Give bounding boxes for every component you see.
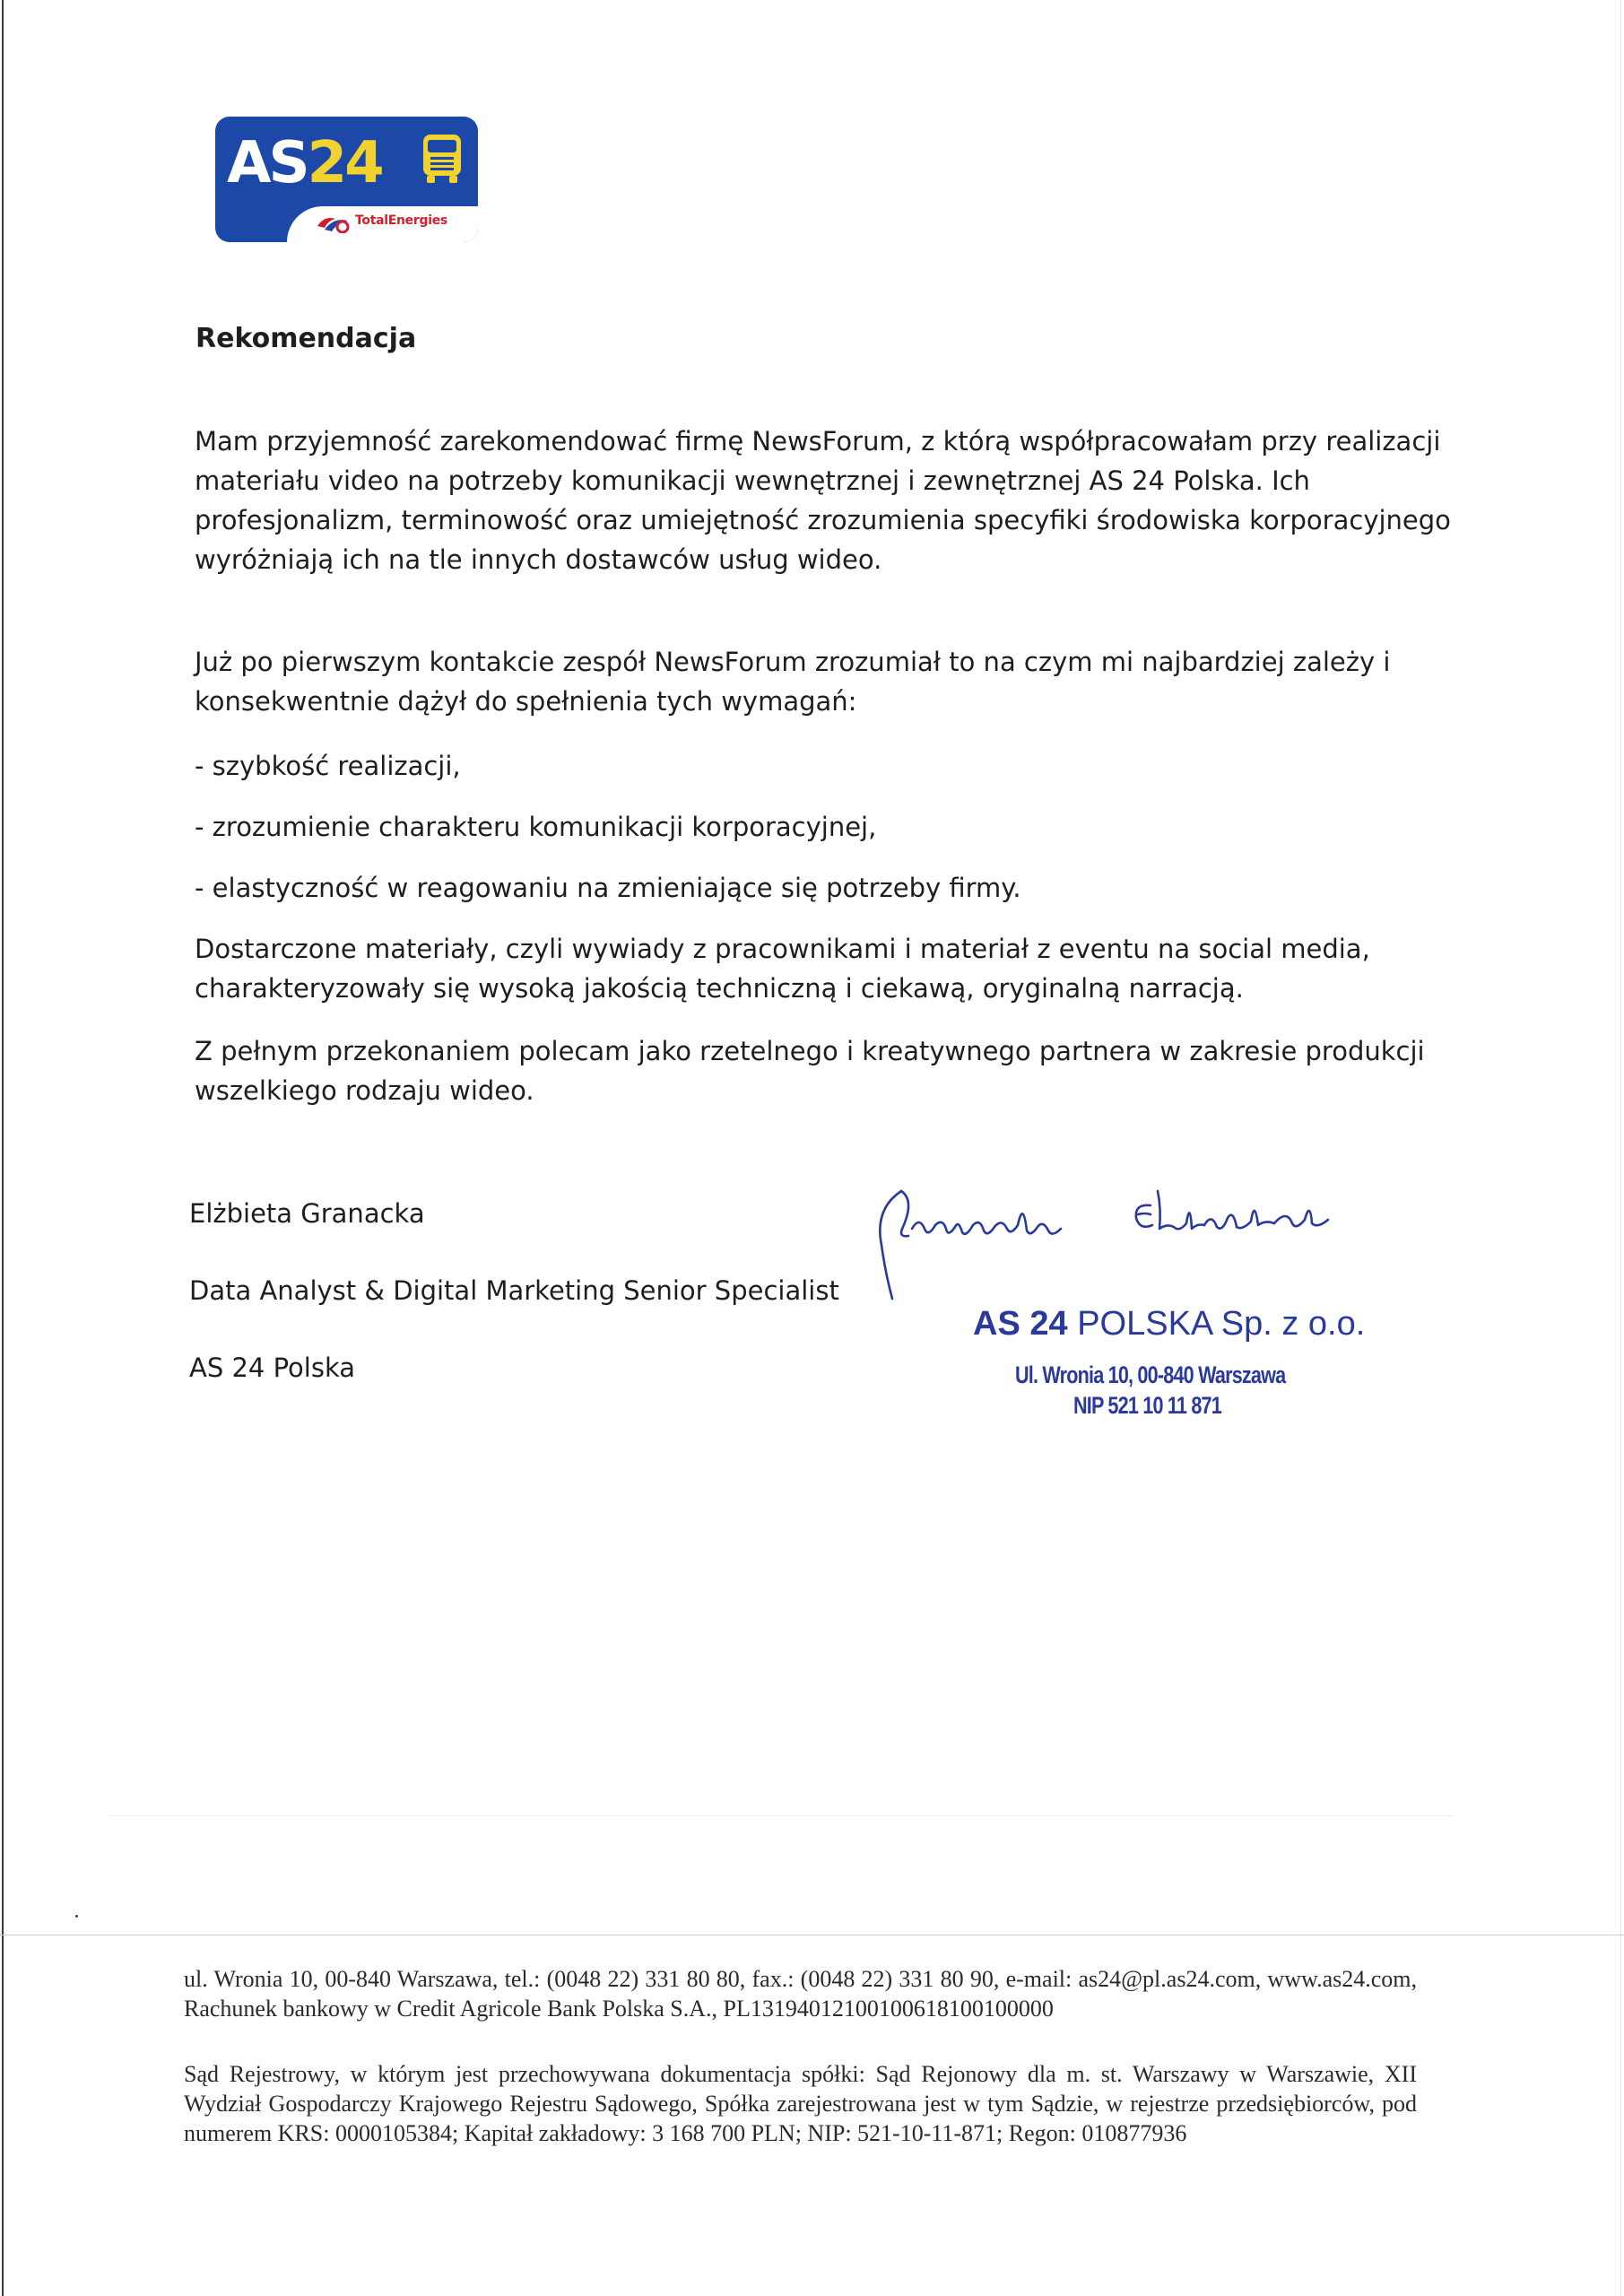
signatory-title: Data Analyst & Digital Marketing Senior Specialist: [189, 1275, 839, 1306]
text-line: wszelkiego rodzaju wideo.: [195, 1075, 534, 1106]
list-item: - elastyczność w reagowaniu na zmieniające się potrzeby firmy.: [195, 873, 1021, 903]
list-item: - zrozumienie charakteru komunikacji korporacyjnej,: [195, 812, 877, 842]
text-line: Z pełnym przekonaniem polecam jako rzetelnego i kreatywnego partnera w zakresie produkcji: [195, 1036, 1425, 1066]
page-title: Rekomendacja: [195, 323, 417, 354]
scan-edge-left: [2, 0, 4, 2296]
footer-registry: Sąd Rejestrowy, w którym jest przechowywana dokumentacja spółki: Sąd Rejonowy dla m. st. Warszawy w Warszawie, XII Wydział Gospodarczy Krajowego Rejestru Sądowego, Spółka zarejestrowana jest w tym Sądzie, w rejestrze przedsiębiorców, pod numerem KRS: 0000105384; Kapitał zakładowy: 3 168 700 PLN; NIP: 521-10-11-871; Regon: 010877936: [184, 2061, 1417, 2146]
text-line: Dostarczone materiały, czyli wywiady z pracownikami i materiał z eventu na social media,: [195, 934, 1370, 964]
text-line: konsekwentnie dążył do spełnienia tych wymagań:: [195, 686, 857, 717]
text-line: Mam przyjemność zarekomendować firmę NewsForum, z którą współpracowałam przy realizacji: [195, 426, 1441, 457]
stamp-address: Ul. Wronia 10, 00-840 Warszawa: [1015, 1361, 1286, 1388]
logo-brand-name: TotalEnergies: [355, 213, 447, 228]
footer-contact: ul. Wronia 10, 00-840 Warszawa, tel.: (0048 22) 331 80 80, fax.: (0048 22) 331 80 90, e-mail: as24@pl.as24.com, www.as24.com, Rachunek bankowy w Credit Agricole Bank Polska S.A., PL13194012100100618100100000: [184, 1966, 1417, 2022]
scan-speck: [75, 1915, 78, 1918]
text-line: materiału video na potrzeby komunikacji wewnętrznej i zewnętrznej AS 24 Polska. Ich: [195, 465, 1310, 496]
truck-icon: [420, 133, 465, 185]
stamp-nip: NIP 521 10 11 871: [1073, 1392, 1221, 1419]
list-item: - szybkość realizacji,: [195, 751, 461, 781]
logo-wordmark: AS24: [227, 130, 382, 196]
totalenergies-icon: [316, 213, 352, 233]
text-line: wyróżniają ich na tle innych dostawców usług wideo.: [195, 544, 882, 575]
handwritten-signature: [865, 1173, 1350, 1308]
paragraph-intro: [195, 422, 1468, 579]
text-line: Już po pierwszym kontakcie zespół NewsForum zrozumiał to na czym mi najbardziej zależy i: [195, 647, 1391, 677]
divider: [108, 1815, 1453, 1816]
paragraph-closing: [195, 1031, 1468, 1110]
text-line: charakteryzowały się wysoką jakością techniczną i ciekawą, oryginalną narracją.: [195, 973, 1244, 1004]
signatory-name: Elżbieta Granacka: [189, 1198, 425, 1229]
text-line: profesjonalizm, terminowość oraz umiejętność zrozumienia specyfiki środowiska korporacyjnego: [195, 505, 1451, 535]
company-stamp: AS 24 POLSKA Sp. z o.o.: [973, 1305, 1366, 1343]
paragraph-requirements: [195, 642, 1468, 721]
as24-logo: [215, 117, 478, 242]
paragraph-materials: [195, 929, 1468, 1008]
signatory-company: AS 24 Polska: [189, 1352, 356, 1383]
scan-edge-right: [1620, 0, 1621, 2296]
